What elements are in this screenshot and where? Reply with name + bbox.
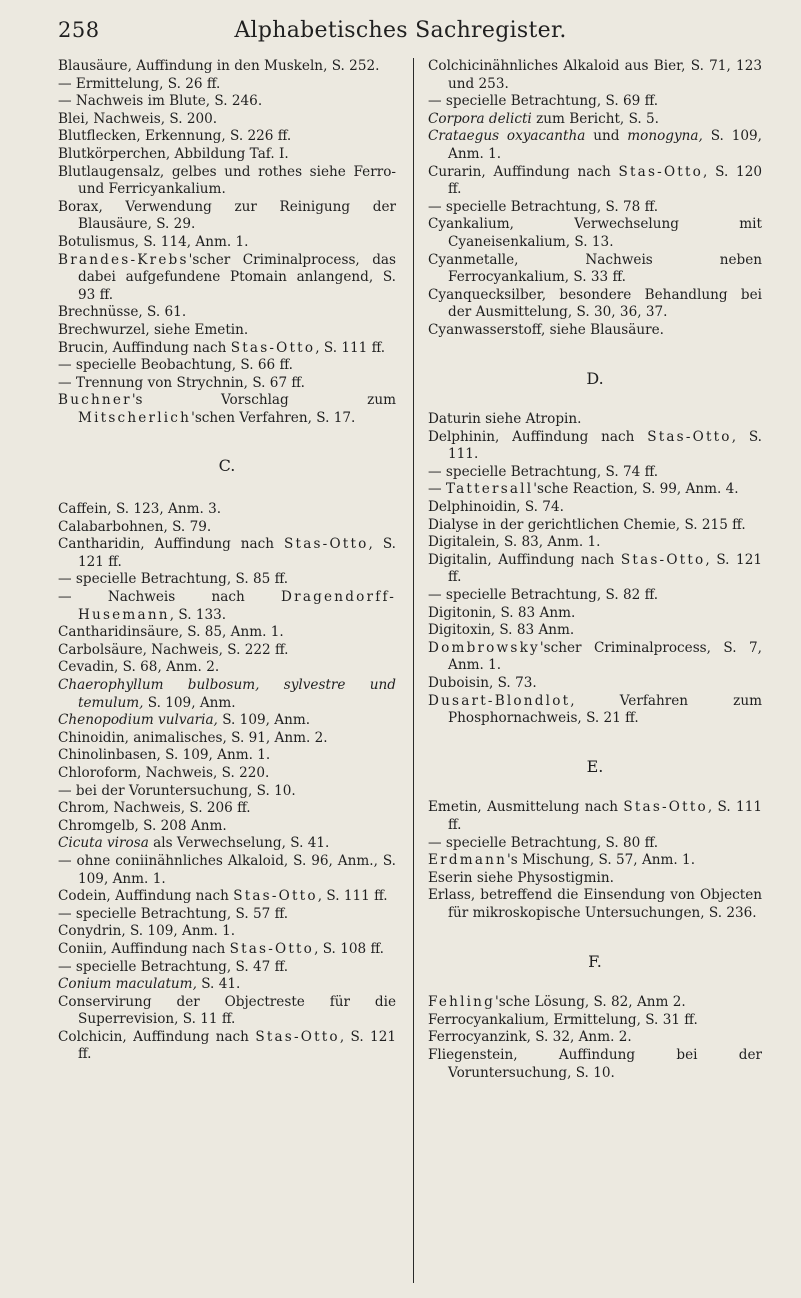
index-entry [428,58,762,93]
index-entry-text: Fliegenstein, Auffindung bei der Voruntersuchung, S. 10. [428,1046,762,1081]
index-entry [58,712,396,730]
index-entry-text: Calabarbohnen, S. 79. [58,518,212,535]
index-entry-text: — Nachweis im Blute, S. 246. [58,93,263,110]
index-entry-text: — Trennung von Strychnin, S. 67 ff. [58,374,305,391]
index-entry-text: Cantharidinsäure, S. 85, Anm. 1. [58,624,284,641]
index-entry-text: Eserin siehe Physostigmin. [428,869,614,886]
index-entry-text: — ohne coniinähnliches Alkaloid, S. 96, Anm., S. 109, Anm. 1. [58,852,396,887]
index-entry-text: Fehling [428,994,496,1011]
page-number: 258 [58,18,100,42]
index-entry-text: , S. 111. [448,428,762,463]
index-entry [58,888,396,906]
index-entry [58,906,396,924]
index-entry-text: — specielle Betrachtung, S. 69 ff. [428,93,659,110]
index-entry-text: Dombrowsky [428,639,540,656]
index-entry-text: — specielle Betrachtung, S. 85 ff. [58,571,289,588]
index-entry-text: , S. 108 ff. [314,940,384,957]
index-entry-text: S. 41. [196,976,241,993]
index-entry-text: , S. 121 ff. [448,551,763,586]
index-entry [58,128,396,146]
index-entry [58,642,396,660]
index-entry [58,783,396,801]
index-entry [428,199,762,217]
index-entry-text: Erdmann [428,852,508,869]
section-heading-d: D. [586,368,604,388]
index-entry-text: — specielle Betrachtung, S. 78 ff. [428,198,659,215]
index-entry-text: Mitscherlich [78,409,192,426]
index-entry [58,252,396,305]
index-entry [428,464,762,482]
entries-c [58,501,396,1064]
index-entry-text: Emetin, Ausmittelung nach [428,799,624,816]
index-entry-text: Brechnüsse, S. 61. [58,304,187,321]
index-entry [58,1029,396,1064]
index-entry-text: Dialyse in der gerichtlichen Chemie, S. 215 ff. [428,516,746,533]
index-entry [428,287,762,322]
index-entry [58,199,396,234]
index-entry [428,835,762,853]
index-entry-text: 's Mischung, S. 57, Anm. 1. [507,852,696,869]
index-entry-text: Digitoxin, S. 83 Anm. [428,622,575,639]
index-entry [58,146,396,164]
index-entry-text: Corpora delicti [428,110,532,127]
index-entry [58,375,396,393]
index-entry [58,392,396,427]
index-entry [58,976,396,994]
index-entry-text: Coniin, Auffindung nach [58,940,230,957]
index-entry [428,852,762,870]
index-entry-text: — [428,481,446,498]
index-entry-text: und [585,128,628,145]
index-entry [58,357,396,375]
index-entry [58,624,396,642]
index-entry-text: Chrom, Nachweis, S. 206 ff. [58,800,251,817]
index-entry [428,429,762,464]
index-entry-text: S. 109, Anm. [143,694,236,711]
index-entry [58,800,396,818]
entries-e [428,799,762,922]
index-entry-text: , S. 111 ff. [315,339,386,356]
index-entry [58,765,396,783]
index-entry-text: , S. 121 ff. [78,536,396,570]
index-entry-text: , S. 111 ff. [317,888,388,905]
index-entry-text: Crataegus oxyacantha [428,128,586,145]
index-entry-text: 'schen Verfahren, S. 17. [191,409,356,426]
index-entry [58,818,396,836]
index-entry-text: S. 109, Anm. 1. [448,128,762,162]
index-entry-text: Stas-Otto [623,799,708,816]
index-entry-text: Blausäure, Auffindung in den Muskeln, S. 252. [58,58,380,74]
index-entry [428,252,762,287]
index-entry [428,605,762,623]
index-entry-text: Erlass, betreffend die Einsendung von Objecten für mikroskopische Untersuchungen, S. 236. [428,887,762,921]
index-entry-text: Blutlaugensalz, gelbes und rothes siehe Ferro- und Ferricyankalium. [58,163,396,198]
index-entry [428,587,762,605]
index-entry [428,128,762,163]
index-entry-text: Carbolsäure, Nachweis, S. 222 ff. [58,641,289,658]
index-entry-text: Stas-Otto [233,888,318,905]
index-entry-text: Blutflecken, Erkennung, S. 226 ff. [58,128,292,145]
index-entry [58,322,396,340]
index-entry-text: zum Bericht, S. 5. [531,110,660,127]
index-entry-text: Borax, Verwendung zur Reinigung der Blausäure, S. 29. [58,198,396,233]
index-entry-text: Digitalein, S. 83, Anm. 1. [428,534,601,551]
index-entry-text: Cyanquecksilber, besondere Behandlung bei der Ausmittelung, S. 30, 36, 37. [428,286,762,321]
index-entry-text: Buchner [58,392,132,409]
index-entry-text: Stas-Otto [620,551,706,568]
index-entry-text: Dusart-Blondlot [428,692,571,709]
index-entry-text: — Nachweis nach [58,589,282,606]
index-entry [58,164,396,199]
index-entry-text: — specielle Beobachtung, S. 66 ff. [58,357,293,374]
index-entry [428,481,762,499]
index-entry-text: — specielle Betrachtung, S. 57 ff. [58,905,289,922]
index-entry-text: , Verfahren zum Phosphornachweis, S. 21 ff. [448,692,762,727]
index-entry-text: Conydrin, S. 109, Anm. 1. [58,923,236,940]
index-entry-text: Chromgelb, S. 208 Anm. [58,817,227,834]
index-entry [58,941,396,959]
index-entry [58,853,396,888]
index-entry-text: Conservirung der Objectreste für die Superrevision, S. 11 ff. [58,993,396,1028]
entries-f [428,994,762,1082]
index-entry-text: Chenopodium vulvaria, [58,712,218,729]
index-entry [428,799,762,834]
index-entry [428,111,762,129]
index-entry-text: Stas-Otto [230,339,316,356]
index-entry-text: Curarin, Auffindung nach [428,163,619,180]
column-divider [413,58,414,1283]
index-entry [428,517,762,535]
index-entry [428,675,762,693]
index-entry [58,536,396,571]
index-entry-text: als Verwechselung, S. 41. [148,835,330,852]
index-entry-text: Delphinoidin, S. 74. [428,499,564,516]
entries-c-continued [428,58,762,340]
index-entry [58,923,396,941]
index-entry-text: Delphinin, Auffindung nach [428,428,648,445]
index-entry-text: Cyankalium, Verwechselung mit Cyaneisenkalium, S. 13. [428,216,762,250]
index-entry [428,622,762,640]
index-entry [428,534,762,552]
index-entry [58,589,396,624]
index-entry-text: Blutkörperchen, Abbildung Taf. I. [58,145,289,162]
index-entry [428,1047,762,1082]
index-entry [58,571,396,589]
index-entry [58,58,396,76]
index-column-right [428,58,762,1082]
index-entry-text: Brandes-Krebs [58,251,189,268]
index-entry-text: Stas-Otto [229,940,315,957]
index-entry-text: Stas-Otto [284,536,369,553]
index-entry [58,659,396,677]
index-entry [428,499,762,517]
index-entry-text: S. 109, Anm. [217,712,311,729]
index-entry-text: , S. 111 ff. [448,799,762,833]
index-entry-text: Dragendorff-Husemann [78,589,396,623]
index-entry-text: — specielle Betrachtung, S. 47 ff. [58,958,289,975]
index-entry-text: Chaerophyllum bulbosum, sylvestre und temulum, [58,677,396,711]
index-entry-text: — specielle Betrachtung, S. 74 ff. [428,463,659,480]
index-column-left [58,58,396,1064]
index-entry [58,835,396,853]
index-entry-text: , S. 120 ff. [448,163,762,198]
index-entry [428,870,762,888]
index-entry [58,111,396,129]
index-entry [428,93,762,111]
index-entry-text: , S. 133. [169,606,227,623]
index-entry [58,959,396,977]
index-entry-text: 's Vorschlag zum [131,392,396,409]
index-entry [428,552,762,587]
index-entry [58,304,396,322]
index-entry-text: Cyanmetalle, Nachweis neben Ferrocyankalium, S. 33 ff. [428,251,762,286]
index-entry [58,519,396,537]
entries-d [428,411,762,728]
index-entry-text: , S. 121 ff. [78,1028,397,1063]
index-entry [428,994,762,1012]
index-entry-text: Ferrocyankalium, Ermittelung, S. 31 ff. [428,1011,698,1028]
index-entry-text: Colchicin, Auffindung nach [58,1028,256,1045]
index-entry-text: Chloroform, Nachweis, S. 220. [58,764,270,781]
index-entry-text: Brechwurzel, siehe Emetin. [58,321,249,338]
index-entry-text: Daturin siehe Atropin. [428,411,582,428]
index-entry [58,93,396,111]
index-entry [58,76,396,94]
index-entry-text: 'sche Lösung, S. 82, Anm 2. [495,994,686,1011]
index-entry-text: — bei der Voruntersuchung, S. 10. [58,782,296,799]
index-entry [58,340,396,358]
index-entry-text: 'sche Reaction, S. 99, Anm. 4. [533,481,739,498]
index-entry [428,1012,762,1030]
index-entry-text: — specielle Betrachtung, S. 80 ff. [428,834,659,851]
index-entry-text: Cicuta virosa [58,835,149,852]
index-entry [58,994,396,1029]
index-entry-text: monogyna, [627,128,703,145]
section-heading-c: C. [218,456,236,476]
index-entry [428,322,762,340]
index-entry-text: Stas-Otto [647,428,732,445]
index-entry-text: Codein, Auffindung nach [58,888,234,905]
index-entry [428,216,762,251]
index-entry-text: Colchicinähnliches Alkaloid aus Bier, S. 71, 123 und 253. [428,58,762,92]
index-entry-text: Ferrocyanzink, S. 32, Anm. 2. [428,1029,632,1046]
index-entry [428,693,762,728]
index-entry-text: — specielle Betrachtung, S. 82 ff. [428,587,659,604]
index-entry [428,164,762,199]
index-entry [428,887,762,922]
index-entry-text: Tattersall [445,481,534,498]
index-entry-text: — Ermittelung, S. 26 ff. [58,75,221,92]
index-entry-text: Stas-Otto [255,1028,340,1045]
section-heading-f: F. [588,951,602,971]
index-entry-text: Conium maculatum, [58,976,197,993]
index-entry-text: Cevadin, S. 68, Anm. 2. [58,659,220,676]
index-entry-text: Brucin, Auffindung nach [58,339,231,356]
index-entry-text: Cantharidin, Auffindung nach [58,536,285,553]
index-entry-text: Blei, Nachweis, S. 200. [58,110,218,127]
index-entry-text: Caffein, S. 123, Anm. 3. [58,501,222,518]
index-entry [58,501,396,519]
running-head: Alphabetisches Sachregister. [234,18,567,43]
index-entry-text: Botulismus, S. 114, Anm. 1. [58,233,249,250]
index-entry [58,677,396,712]
entries-b [58,58,396,427]
index-entry-text: Digitonin, S. 83 Anm. [428,604,576,621]
index-entry-text: Chinoidin, animalisches, S. 91, Anm. 2. [58,729,328,746]
index-entry-text: 'scher Criminalprocess, S. 7, Anm. 1. [448,639,762,674]
index-entry-text: Cyanwasserstoff, siehe Blausäure. [428,321,664,338]
index-entry-text: Chinolinbasen, S. 109, Anm. 1. [58,747,271,764]
index-entry [428,411,762,429]
index-entry-text: Digitalin, Auffindung nach [428,551,621,568]
index-entry [428,640,762,675]
index-entry-text: Duboisin, S. 73. [428,675,537,691]
index-entry-text: Stas-Otto [618,163,704,180]
index-entry [58,747,396,765]
page-header [0,18,801,48]
index-entry [428,1029,762,1047]
index-entry [58,234,396,252]
index-entry-text: 'scher Criminalprocess, das dabei aufgefundene Ptomain anlangend, S. 93 ff. [78,251,396,303]
index-entry [58,730,396,748]
section-heading-e: E. [586,756,604,776]
